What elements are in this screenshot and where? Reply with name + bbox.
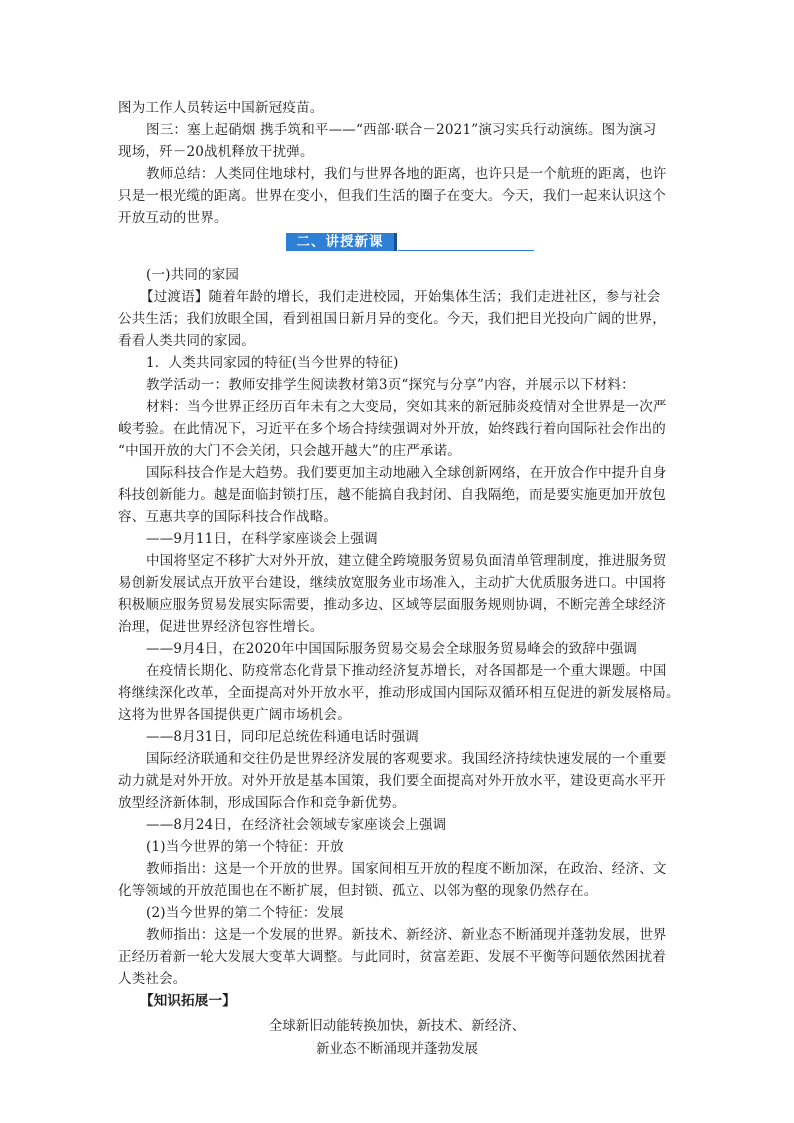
text-line: 放型经济新体制，形成国际合作和竞争新优势。: [118, 795, 406, 811]
section-heading: [286, 233, 397, 251]
text-line: 容、互惠共享的国际科技合作战略。: [118, 509, 338, 525]
text-line: 【过渡语】随着年龄的增长，我们走进校园，开始集体生活；我们走进社区，参与社会: [140, 289, 661, 305]
text-line: 峻考验。在此情况下，习近平在多个场合持续强调对外开放，始终践行着向国际社会作出的: [118, 421, 666, 437]
text-line: 看看人类共同的家园。: [118, 333, 255, 349]
heading-underline: [398, 250, 534, 251]
text-line: 教师指出：这是一个发展的世界。新技术、新经济、新业态不断涌现并蓬勃发展，世界: [146, 927, 667, 943]
text-line: 这将为世界各国提供更广阔市场机会。: [118, 707, 351, 723]
text-line: 公共生活；我们放眼全国，看到祖国日新月异的变化。今天，我们把目光投向广阔的世界，: [118, 311, 666, 327]
text-line: “中国开放的大门不会关闭，只会越开越大”的庄严承诺。: [118, 443, 462, 459]
text-line: 国际经济联通和交往仍是世界经济发展的客观要求。我国经济持续快速发展的一个重要: [146, 751, 667, 767]
text-line: 在疫情长期化、防疫常态化背景下推动经济复苏增长，对各国都是一个重大课题。中国: [146, 663, 667, 679]
text-line: 材料：当今世界正经历百年未有之大变局，突如其来的新冠肺炎疫情对全世界是一次严: [146, 399, 667, 415]
text-line: 人类社会。: [118, 971, 187, 987]
knowledge-extension-label: 【知识拓展一】: [140, 993, 236, 1009]
text-line: 易创新发展试点开放平台建设，继续放宽服务业市场准入，主动扩大优质服务进口。中国将: [118, 575, 666, 591]
text-line: 中国将坚定不移扩大对外开放，建立健全跨境服务贸易负面清单管理制度，推进服务贸: [146, 553, 667, 569]
text-line: 治理，促进世界经济包容性增长。: [118, 619, 324, 635]
text-line: 积极顺应服务贸易发展实际需要，推动多边、区域等层面服务规则协调，不断完善全球经济: [118, 597, 666, 613]
text-line: 教师总结：人类同住地球村，我们与世界各地的距离，也许只是一个航班的距离，也许: [146, 166, 667, 182]
text-line: 科技创新能力。越是面临封锁打压，越不能搞自我封闭、自我隔绝，而是要实施更加开放包: [118, 487, 666, 503]
text-line: 动力就是对外开放。对外开放是基本国策，我们要全面提高对外开放水平，建设更高水平开: [118, 773, 666, 789]
text-line: 将继续深化改革，全面提高对外开放水平，推动形成国内国际双循环相互促进的新发展格局。: [118, 685, 680, 701]
text-line: 开放互动的世界。: [118, 210, 228, 226]
text-line: 现场，歼－20战机释放干扰弹。: [118, 144, 314, 160]
quote-attribution: ——9月4日，在2020年中国国际服务贸易交易会全球服务贸易峰会的致辞中强调: [146, 641, 638, 657]
text-line: 教学活动一：教师安排学生阅读教材第3页“探究与分享”内容，并展示以下材料：: [146, 377, 635, 393]
point-heading: (1)当今世界的第一个特征：开放: [146, 839, 344, 855]
quote-attribution: ——8月24日，在经济社会领域专家座谈会上强调: [146, 817, 447, 833]
point-heading: 1．人类共同家园的特征(当今世界的特征): [146, 355, 399, 371]
text-line: 教师指出：这是一个开放的世界。国家间相互开放的程度不断加深，在政治、经济、文: [146, 861, 667, 877]
text-line: 只是一根光缆的距离。世界在变小，但我们生活的圈子在变大。今天，我们一起来认识这个: [118, 188, 666, 204]
text-line: 图为工作人员转运中国新冠疫苗。: [118, 100, 324, 116]
quote-attribution: ——9月11日，在科学家座谈会上强调: [146, 531, 378, 547]
text-line: 正经历着新一轮大发展大变革大调整。与此同时，贫富差距、发展不平衡等问题依然困扰着: [118, 949, 666, 965]
callout-line: 新业态不断涌现并蓬勃发展: [316, 1041, 478, 1057]
text-line: 国际科技合作是大趋势。我们要更加主动地融入全球创新网络，在开放合作中提升自身: [146, 465, 667, 481]
text-line: 化等领域的开放范围也在不断扩展，但封锁、孤立、以邻为壑的现象仍然存在。: [118, 883, 598, 899]
callout-line: 全球新旧动能转换加快，新技术、新经济、: [268, 1018, 526, 1034]
quote-attribution: ——8月31日，同印尼总统佐科通电话时强调: [146, 729, 419, 745]
point-heading: (2)当今世界的第二个特征：发展: [146, 905, 344, 921]
section-heading-label: 二、讲授新课: [296, 234, 384, 250]
subsection-title: (一)共同的家园: [146, 267, 240, 283]
text-line: 图三：塞上起硝烟 携手筑和平——“西部·联合－2021”演习实兵行动演练。图为演习: [146, 122, 657, 138]
